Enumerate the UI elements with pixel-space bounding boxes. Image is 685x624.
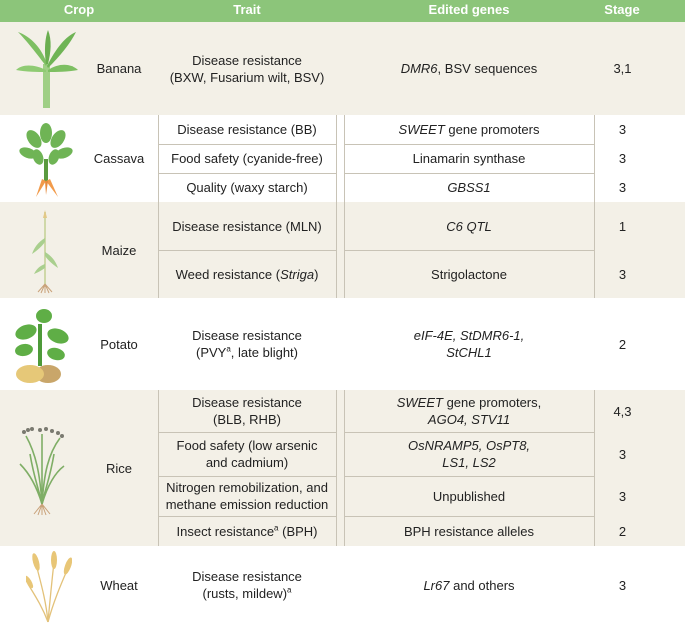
trait-cell: Disease resistance (MLN) [172, 218, 322, 234]
trait-cell: Disease resistance (BXW, Fusarium wilt, BSV) [169, 52, 325, 85]
gene-cell: SWEET gene promoters [398, 122, 540, 137]
trait-cell: Food safety (cyanide-free) [171, 151, 323, 166]
stage-cell: 3 [618, 446, 627, 462]
trait-cell: Quality (waxy starch) [186, 180, 308, 195]
stage-cell: 3 [618, 266, 627, 282]
crop-wheat: Wheat [100, 577, 138, 593]
stage-cell: 1 [618, 218, 627, 234]
rice-plant-icon [18, 424, 66, 516]
gene-cell: DMR6, BSV sequences [400, 61, 538, 76]
row-rice [0, 390, 685, 546]
trait-cell: Disease resistance (rusts, mildew)$^a$ [192, 569, 302, 601]
header-crop: Crop [63, 2, 95, 17]
cassava-plant-icon [18, 119, 74, 199]
stage-cell: 3 [618, 577, 627, 593]
stage-cell: 3,1 [613, 61, 632, 76]
crop-potato: Potato [100, 336, 138, 352]
trait-cell: Disease resistance (BLB, RHB) [192, 395, 302, 427]
gene-cell: C6 QTL [446, 218, 492, 234]
gene-cell: Lr67 and others [423, 577, 515, 593]
wheat-plant-icon [26, 550, 72, 624]
row-maize [0, 202, 685, 298]
stage-cell: 4,3 [613, 403, 632, 419]
gene-cell: GBSS1 [447, 180, 491, 195]
gene-cell: SWEET gene promoters, AGO4, STV11 [396, 395, 542, 427]
gene-cell: Strigolactone [431, 266, 507, 282]
trait-cell: Disease resistance (BB) [177, 122, 317, 137]
stage-cell: 2 [618, 523, 627, 539]
crop-rice: Rice [105, 460, 132, 476]
trait-cell: Weed resistance (Striga) [175, 266, 319, 282]
stage-cell: 3 [618, 151, 627, 166]
crop-cassava: Cassava [93, 151, 145, 166]
maize-plant-icon [30, 208, 60, 294]
header-trait: Trait [233, 2, 261, 17]
gene-cell: OsNRAMP5, OsPT8, LS1, LS2 [407, 438, 531, 470]
row-potato [0, 298, 685, 390]
crop-banana: Banana [96, 61, 142, 76]
header-edited-genes: Edited genes [428, 2, 510, 17]
trait-cell: Disease resistance (PVY$^a$, late blight) [192, 328, 302, 360]
stage-cell: 3 [618, 488, 627, 504]
potato-plant-icon [6, 306, 72, 384]
gene-cell: Linamarin synthase [412, 151, 526, 166]
banana-plant-icon [14, 30, 80, 110]
header-stage: Stage [604, 2, 640, 17]
gene-cell: eIF-4E, StDMR6-1, StCHL1 [413, 328, 525, 360]
gene-cell: BPH resistance alleles [403, 523, 535, 539]
table-header [0, 0, 685, 22]
crop-maize: Maize [101, 242, 137, 258]
row-wheat [0, 546, 685, 624]
gene-cell: Unpublished [432, 488, 506, 504]
stage-cell: 3 [618, 122, 627, 137]
trait-cell: Insect resistance$^a$ (BPH) [176, 523, 318, 539]
stage-cell: 2 [618, 336, 627, 352]
row-cassava [0, 115, 685, 202]
row-banana [0, 22, 685, 115]
stage-cell: 3 [618, 180, 627, 195]
trait-cell: Food safety (low arsenic and cadmium) [176, 438, 318, 470]
trait-cell: Nitrogen remobilization, and methane emission reduction [165, 480, 329, 512]
